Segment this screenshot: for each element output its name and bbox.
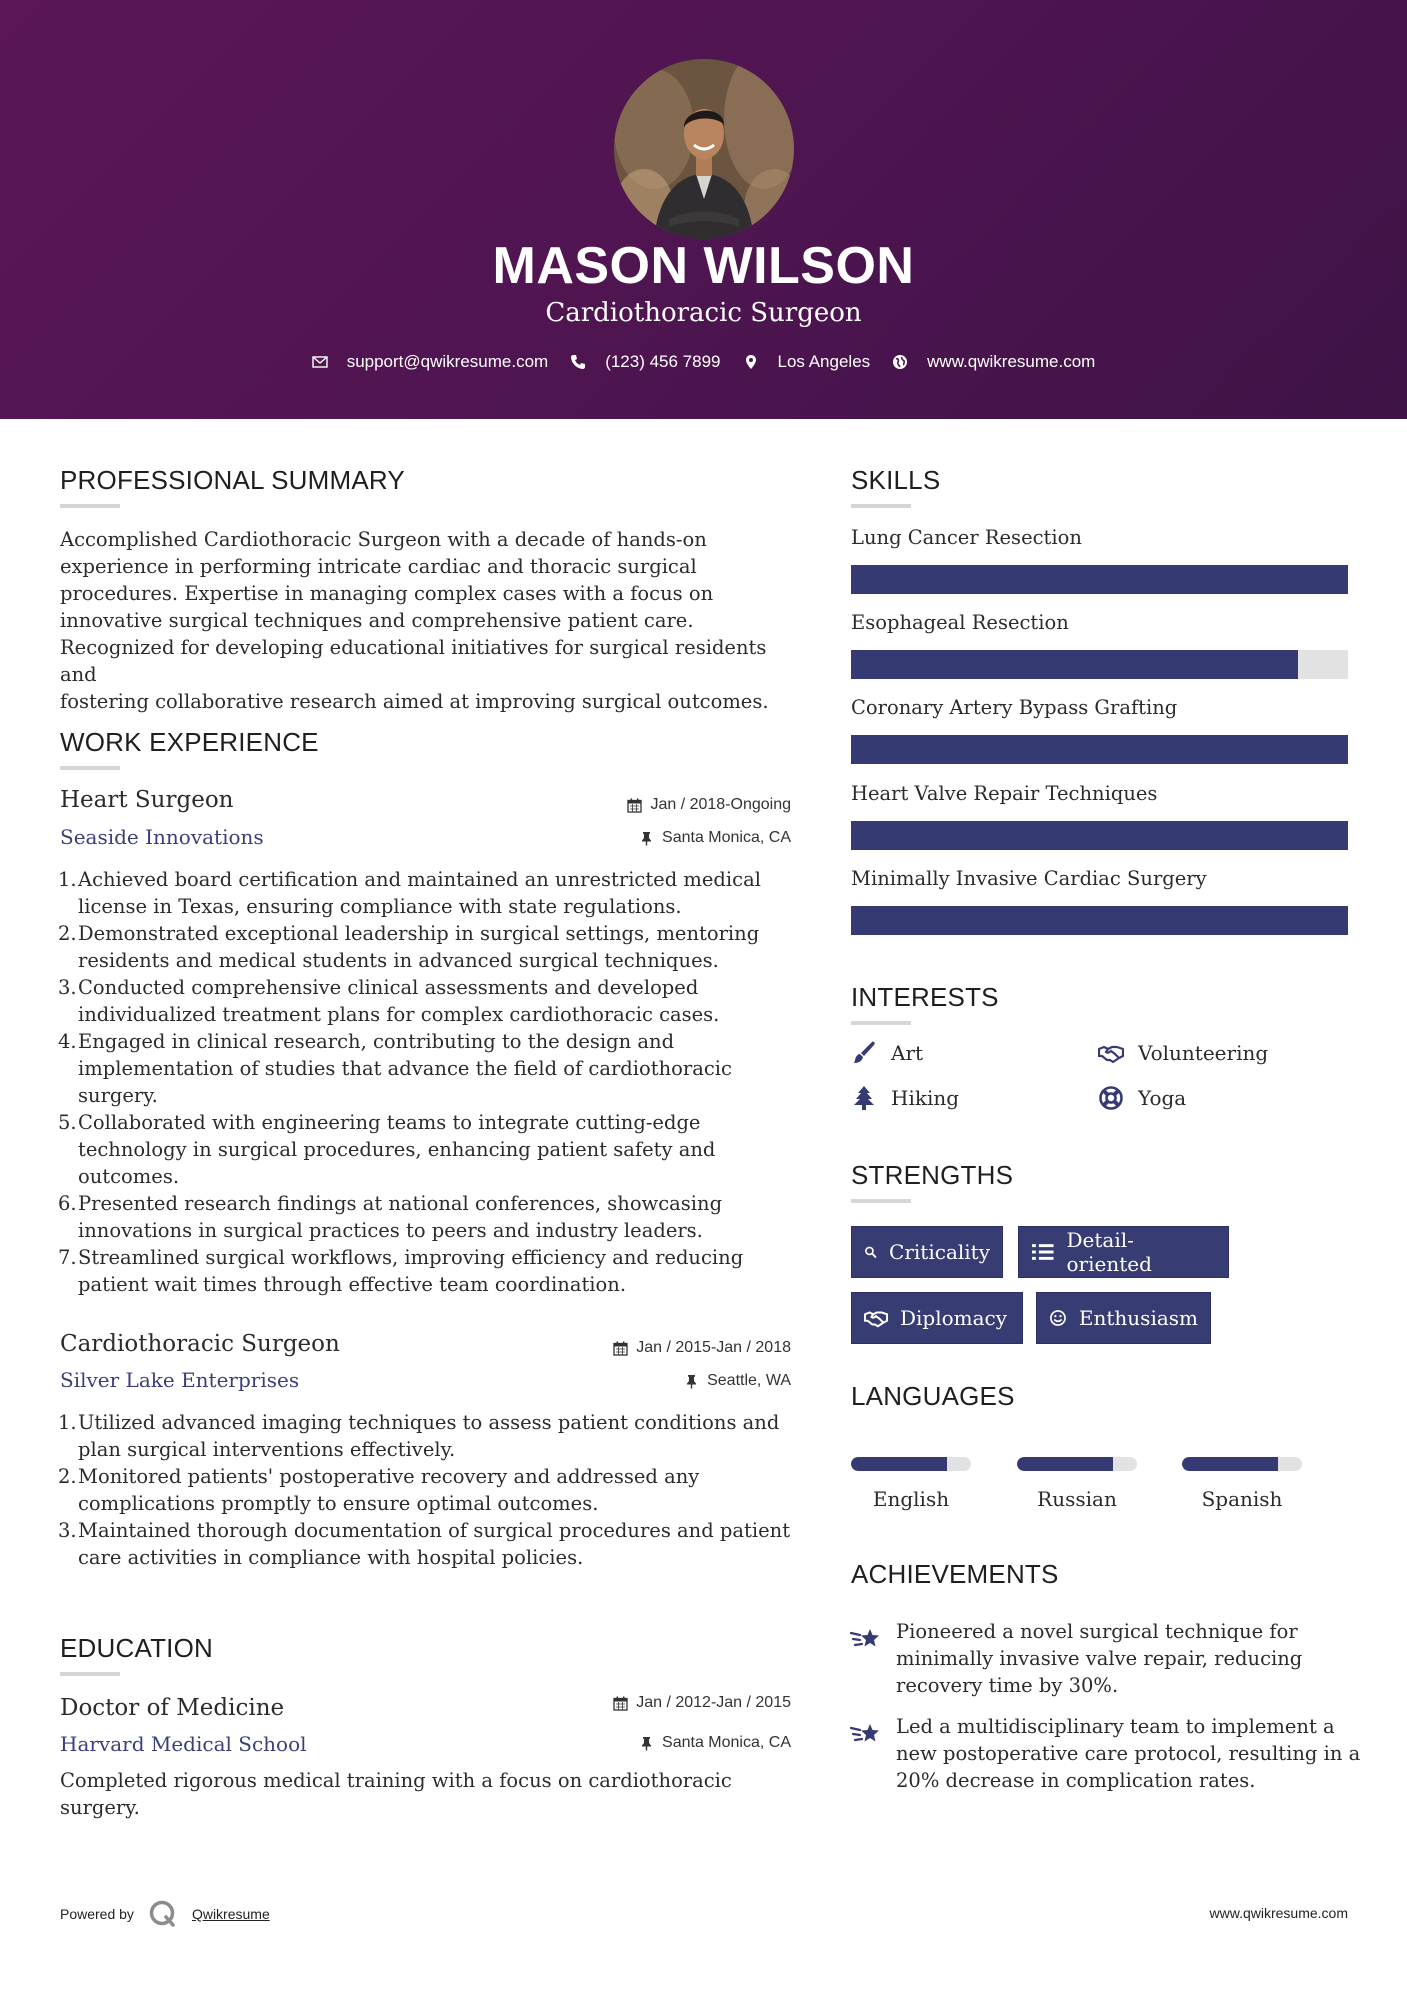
skill-bar bbox=[851, 565, 1348, 594]
interest-label: Hiking bbox=[891, 1086, 960, 1110]
strength-label: Enthusiasm bbox=[1078, 1306, 1198, 1330]
school-name: Harvard Medical School bbox=[60, 1732, 307, 1756]
summary-line: Recognized for developing educational initiatives for surgical residents and bbox=[60, 636, 767, 686]
list-item: 3. Conducted comprehensive clinical assessments and developed individualized treatment plans for complex cardiothoracic cases. bbox=[58, 976, 720, 1026]
location-text: Los Angeles bbox=[777, 352, 871, 371]
tree-icon bbox=[851, 1085, 877, 1111]
summary-line: experience in performing intricate cardiac and thoracic surgical bbox=[60, 555, 697, 578]
summary-heading: PROFESSIONAL SUMMARY bbox=[60, 465, 405, 495]
job-location-text: Santa Monica, CA bbox=[662, 829, 791, 846]
company-name: Seaside Innovations bbox=[60, 825, 264, 849]
resume-header bbox=[0, 0, 1407, 419]
language-name: English bbox=[872, 1487, 950, 1511]
skill-bar-fill bbox=[851, 735, 1348, 764]
candidate-title: Cardiothoracic Surgeon bbox=[545, 298, 862, 328]
shooting-star-icon bbox=[850, 1720, 882, 1748]
profile-photo bbox=[614, 59, 794, 239]
education-location-text: Santa Monica, CA bbox=[662, 1734, 791, 1751]
education-dates bbox=[540, 1694, 791, 1712]
skill-name: Lung Cancer Resection bbox=[851, 526, 1082, 549]
smile-icon bbox=[1049, 1306, 1067, 1330]
job-title: Cardiothoracic Surgeon bbox=[60, 1331, 340, 1357]
qwikresume-logo-icon bbox=[148, 1899, 178, 1929]
handshake-icon bbox=[864, 1306, 888, 1330]
interests-rule bbox=[851, 1021, 911, 1025]
job-duties-list bbox=[60, 1409, 805, 1571]
language-level-fill bbox=[1182, 1457, 1278, 1471]
education-heading: EDUCATION bbox=[60, 1633, 213, 1663]
footer-website[interactable]: www.qwikresume.com bbox=[1209, 1905, 1348, 1921]
interest-label: Yoga bbox=[1138, 1086, 1187, 1110]
list-item: 5. Collaborated with engineering teams to integrate cutting-edge technology in surgical procedures, enhancing patient safety and outcomes. bbox=[58, 1111, 716, 1188]
skill-bar-fill bbox=[851, 650, 1298, 679]
contact-website[interactable] bbox=[892, 352, 1095, 372]
job-location bbox=[540, 829, 791, 847]
contact-phone[interactable] bbox=[570, 352, 720, 372]
skills-rule bbox=[851, 504, 911, 508]
interest-label: Volunteering bbox=[1138, 1041, 1269, 1065]
skill-name: Coronary Artery Bypass Grafting bbox=[851, 696, 1178, 719]
job-dates bbox=[540, 1339, 791, 1357]
achievements-heading: ACHIEVEMENTS bbox=[851, 1559, 1059, 1589]
strength-tag bbox=[1036, 1292, 1211, 1344]
strengths-rule bbox=[851, 1199, 911, 1203]
summary-line: fostering collaborative research aimed at improving surgical outcomes. bbox=[60, 690, 769, 713]
contact-location bbox=[743, 352, 871, 372]
company-name: Silver Lake Enterprises bbox=[60, 1368, 300, 1392]
footer-powered-by bbox=[60, 1899, 270, 1929]
languages-heading: LANGUAGES bbox=[851, 1381, 1015, 1411]
envelope-icon bbox=[312, 354, 328, 370]
globe-icon bbox=[892, 354, 908, 370]
language-level-bar bbox=[1017, 1457, 1137, 1471]
contact-bar bbox=[0, 352, 1407, 372]
job-duties-list bbox=[60, 866, 805, 1298]
contact-email[interactable] bbox=[312, 352, 549, 372]
language-level-bar bbox=[1182, 1457, 1302, 1471]
interests-heading: INTERESTS bbox=[851, 982, 999, 1012]
education-description: Completed rigorous medical training with a focus on cardiothoracic surgery. bbox=[60, 1769, 732, 1819]
lifebuoy-icon bbox=[1098, 1085, 1124, 1111]
list-icon bbox=[1031, 1240, 1054, 1264]
summary-line: Accomplished Cardiothoracic Surgeon with a decade of hands-on bbox=[60, 528, 707, 551]
skill-name: Minimally Invasive Cardiac Surgery bbox=[851, 867, 1207, 890]
skill-bar-fill bbox=[851, 565, 1348, 594]
education-location bbox=[540, 1734, 791, 1752]
language-name: Spanish bbox=[1201, 1487, 1283, 1511]
map-marker-icon bbox=[743, 354, 759, 370]
interest-label: Art bbox=[891, 1041, 924, 1065]
pushpin-icon bbox=[684, 1374, 699, 1389]
list-item: 1. Utilized advanced imaging techniques to assess patient conditions and plan surgical interventions effectively. bbox=[58, 1411, 780, 1461]
job-dates-text: Jan / 2015-Jan / 2018 bbox=[636, 1339, 791, 1356]
handshake-icon bbox=[1098, 1040, 1124, 1066]
website-text: www.qwikresume.com bbox=[927, 352, 1096, 371]
achievement-item: Pioneered a novel surgical technique for minimally invasive valve repair, reducing recovery time by 30%. bbox=[896, 1620, 1303, 1697]
powered-by-text: Powered by bbox=[60, 1906, 134, 1922]
shooting-star-icon bbox=[850, 1625, 882, 1653]
job-title: Heart Surgeon bbox=[60, 787, 234, 813]
list-item: 1. Achieved board certification and maintained an unrestricted medical license in Texas, ensuring compliance with state regulations. bbox=[58, 868, 761, 918]
summary-line: procedures. Expertise in managing complex cases with a focus on bbox=[60, 582, 714, 605]
skill-bar bbox=[851, 821, 1348, 850]
skill-bar-fill bbox=[851, 821, 1348, 850]
skill-bar bbox=[851, 735, 1348, 764]
skill-name: Esophageal Resection bbox=[851, 611, 1069, 634]
strength-tag bbox=[851, 1292, 1023, 1344]
job-location-text: Seattle, WA bbox=[707, 1372, 791, 1389]
calendar-icon bbox=[613, 1696, 628, 1711]
list-item: 3. Maintained thorough documentation of surgical procedures and patient care activities in compliance with hospital policies. bbox=[58, 1519, 791, 1569]
education-dates-text: Jan / 2012-Jan / 2015 bbox=[636, 1694, 791, 1711]
language-level-fill bbox=[1017, 1457, 1113, 1471]
skill-bar-fill bbox=[851, 906, 1348, 935]
skill-bar bbox=[851, 906, 1348, 935]
experience-rule bbox=[60, 766, 120, 770]
strength-label: Detail-oriented bbox=[1066, 1228, 1152, 1276]
brand-link[interactable]: Qwikresume bbox=[191, 1906, 270, 1922]
achievement-item: Led a multidisciplinary team to implement a new postoperative care protocol, resulting in a 20% decrease in complication rates. bbox=[896, 1715, 1361, 1792]
list-item: 2. Demonstrated exceptional leadership in surgical settings, mentoring residents and medical students in advanced surgical techniques. bbox=[58, 922, 760, 972]
language-level-bar bbox=[851, 1457, 971, 1471]
strengths-heading: STRENGTHS bbox=[851, 1160, 1014, 1190]
degree-title: Doctor of Medicine bbox=[60, 1695, 285, 1721]
skill-name: Heart Valve Repair Techniques bbox=[851, 782, 1158, 805]
calendar-icon bbox=[613, 1341, 628, 1356]
strength-label: Diplomacy bbox=[900, 1306, 1008, 1330]
summary-line: innovative surgical techniques and comprehensive patient care. bbox=[60, 609, 694, 632]
education-rule bbox=[60, 1672, 120, 1676]
strength-label: Criticality bbox=[889, 1240, 990, 1264]
calendar-icon bbox=[627, 798, 642, 813]
list-item: 7. Streamlined surgical workflows, improving efficiency and reducing patient wait times through effective team coordination. bbox=[58, 1246, 744, 1296]
interest-item bbox=[1098, 1085, 1186, 1111]
list-item: 2. Monitored patients' postoperative recovery and addressed any complications promptly to ensure optimal outcomes. bbox=[58, 1465, 700, 1515]
phone-text: (123) 456 7899 bbox=[605, 352, 721, 371]
interest-item bbox=[851, 1085, 959, 1111]
job-location bbox=[540, 1372, 791, 1390]
candidate-name: MASON WILSON bbox=[492, 237, 915, 295]
search-icon bbox=[864, 1240, 877, 1264]
summary-text bbox=[60, 526, 800, 715]
phone-icon bbox=[570, 354, 586, 370]
paintbrush-icon bbox=[851, 1040, 877, 1066]
language-name: Russian bbox=[1037, 1487, 1117, 1511]
job-dates-text: Jan / 2018-Ongoing bbox=[650, 796, 791, 813]
pushpin-icon bbox=[639, 831, 654, 846]
summary-rule bbox=[60, 504, 120, 508]
list-item: 4. Engaged in clinical research, contributing to the design and implementation of studies that advance the field of cardiothoracic surgery. bbox=[58, 1030, 732, 1107]
interest-item bbox=[1098, 1040, 1268, 1066]
job-dates bbox=[540, 796, 791, 814]
pushpin-icon bbox=[639, 1736, 654, 1751]
language-level-fill bbox=[851, 1457, 947, 1471]
list-item: 6. Presented research findings at national conferences, showcasing innovations in surgical practices to peers and industry leaders. bbox=[58, 1192, 723, 1242]
skill-bar bbox=[851, 650, 1348, 679]
strength-tag bbox=[1018, 1226, 1229, 1278]
skills-heading: SKILLS bbox=[851, 465, 941, 495]
email-text: support@qwikresume.com bbox=[346, 352, 549, 371]
interest-item bbox=[851, 1040, 923, 1066]
strength-tag bbox=[851, 1226, 1003, 1278]
experience-heading: WORK EXPERIENCE bbox=[60, 727, 319, 757]
